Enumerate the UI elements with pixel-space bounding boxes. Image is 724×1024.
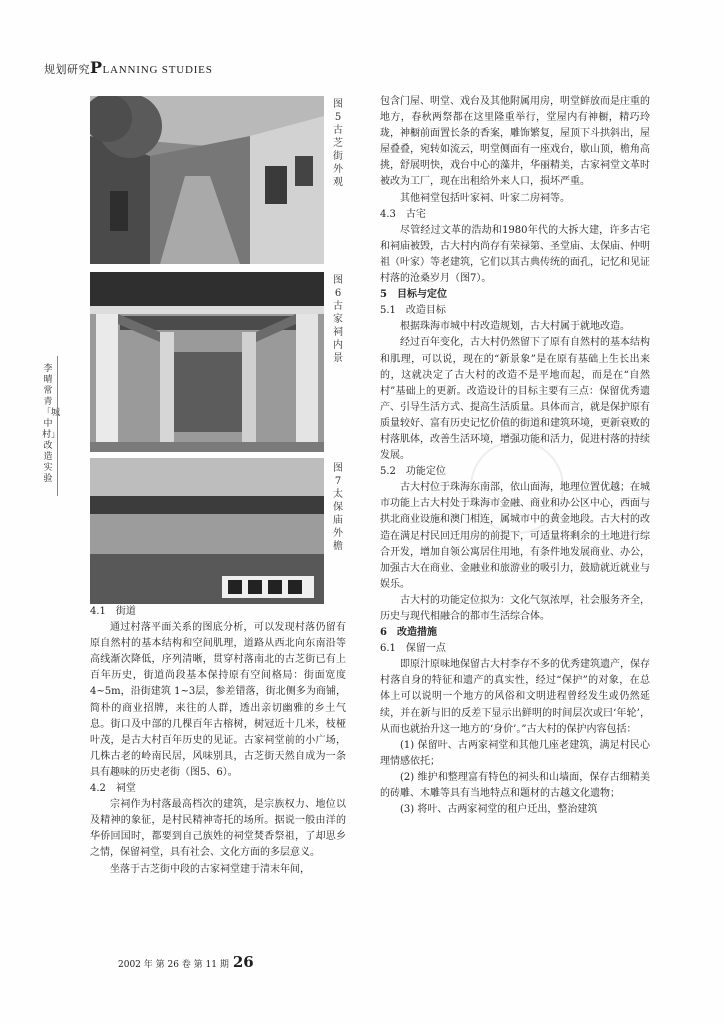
header-cn: 规划研究	[44, 63, 90, 76]
section-4-2-paragraph-2: 坐落于古芝街中段的古家祠堂建于清末年间，	[110, 863, 310, 875]
page-number: 26	[232, 953, 254, 971]
section-6-1-heading: 6.1 保留一点	[380, 643, 446, 655]
hall-continued-paragraph: 包含门屋、明堂、戏台及其他附属用房，明堂鲜放而是庄重的地方，春秋两祭都在这里隆重举行，堂屋内有神橱，精巧玲珑，神橱前面置长条的香案，雕饰繁复，屋顶下斗拱斜出，屋屋叠叠，宛转如流云，明堂侧面有一座戏台，歇山顶，檐角高挑，舒展明快，戏台中心的藻井，华丽精美，古家祠堂文革时被改为工厂，现在出租给外来人口，损坏严重。	[380, 96, 650, 188]
figure-6-caption: 图6 古家祠内景	[333, 275, 343, 364]
page-footer	[118, 953, 254, 971]
header-en: LANNING STUDIES	[102, 64, 213, 76]
side-divider	[57, 356, 58, 496]
section-4-3-paragraph: 尽管经过文革的浩劫和1980年代的大拆大建，许多古宅和祠庙被毁，古大村内尚存有荣禄第、圣堂庙、太保庙、仲明祖（叶家）等老建筑，它们以其古典传统的面孔，记忆和见证村落的沧桑岁月（图7）。	[380, 224, 650, 285]
figure-6-photo	[90, 272, 324, 452]
journal-header	[44, 58, 213, 77]
section-4-1-paragraph: 通过村落平面关系的图底分析，可以发现村落仍留有原自然村的基本结构和空间肌理，道路从西北向东南沿等高线渐次降低，序列清晰，贯穿村落南北的古芝街已有上百年历史，街道尚段基本保持原有空间格局：街面宽度 4~5m，沿街建筑 1~3层，参差错落，街北侧多为商铺，简朴的商业招牌，来往的人群，透出亲切幽雅的乡土气息。街口及中部的几棵百年古榕树，树冠近十几米，枝桠叶茂，是古大村百年历史的见证。古家祠堂前的小广场，几株古老的岭南民居，风味别具，古芝街天然自成为一条具有趣味的历史老街（图5、6）。	[90, 622, 346, 778]
section-4-1-heading: 4.1 街道	[90, 606, 136, 617]
side-author-tab: 李晴 常青 「城中村」改造实验	[42, 364, 61, 484]
section-4-3-heading: 4.3 古宅	[380, 208, 426, 220]
section-5-heading: 5 目标与定位	[380, 289, 447, 301]
section-5-2-heading: 5.2 功能定位	[380, 466, 446, 478]
header-big-letter: P	[90, 58, 103, 77]
section-6-1-paragraph: 即原汁原味地保留古大村李存不多的优秀建筑遗产，保存村落自身的特征和遗产的真实性，经过“保护”的对象，在总体上可以说明一个地方的风俗和文明进程曾经发生或仍然延续，并在新与旧的反差下显示出鲜明的时间层次或曰‘年轮’，从而也就抬升这一地方的‘身价’。”古大村的保护内容包括：	[380, 659, 650, 735]
figure-7-photo	[90, 458, 324, 604]
section-6-heading: 6 改造措施	[380, 627, 437, 639]
list-item: (1) 保留叶、古两家祠堂和其他几座老建筑，满足村民心理情感依托；	[380, 739, 650, 767]
left-text-column	[90, 604, 346, 878]
list-item: (2) 维护和整理富有特色的祠头和山墙面，保存古细精美的砖雕、木雕等具有当地特点和题材的古越文化遗物；	[380, 771, 650, 800]
figure-7-caption: 图7 太保庙外檐	[333, 463, 343, 552]
section-5-2-paragraph-2: 古大村的功能定位拟为：文化气氛浓厚，社会服务齐全，历史与现代相融合的都市生活综合体。	[380, 594, 650, 622]
section-5-1-heading: 5.1 改造目标	[380, 305, 446, 317]
figure-5-photo	[90, 96, 324, 264]
list-item: (3) 将叶、古两家祠堂的租户迁出，整治建筑	[400, 804, 598, 816]
section-5-2-paragraph-1: 古大村位于珠海东南部，依山面海，地理位置优越；在城市功能上古大村处于珠海市金融、商业和办公区中心，西面与拱北商业设施和澳门相连，属城市中的黄金地段。古大村的改造在满足村民回迁用房的前提下，可适量将剩余的土地进行综合开发，增加自领公寓居住用地，有条件地发展商业、办公，加强古大在商业、金融业和旅游业的吸引力，鼓励就近就业与娱乐。	[380, 482, 650, 590]
section-5-1-paragraph-1: 根据珠海市城中村改造规划，古大村属于就地改造。	[400, 321, 630, 333]
issue-info: 2002 年 第 26 卷 第 11 期	[118, 960, 229, 970]
other-halls-paragraph: 其他祠堂包括叶家祠、叶家二房祠等。	[400, 192, 570, 204]
section-4-2-paragraph: 宗祠作为村落最高档次的建筑，是宗族权力、地位以及精神的象征，是村民精神寄托的场所。据说一般由洋的华侨回国时，都要到自己族姓的祠堂焚香祭祖，了却思乡之情，保留祠堂，具有社会、文化方面的多层意义。	[90, 799, 346, 859]
section-5-1-paragraph-2: 经过百年变化，古大村仍然留下了原有自然村的基本结构和肌理，可以说，现在的“新景象”是在原有基础上生长出来的，这就决定了古大村的改造不是平地而起，而是在“自然村”基础上的更新。改造设计的目标主要有三点：保留优秀遗产、引导生活方式、提高生活质量。具体而言，就是保护原有质量较好、富有历史记忆价值的街道和建筑环境，更新衰败的村落肌体，改善生活环境，增强功能和活力，促进村落的持续发展。	[380, 337, 650, 462]
figure-5-caption: 图5 古芝街外观	[333, 99, 343, 188]
protection-list	[380, 738, 650, 818]
section-4-2-heading: 4.2 祠堂	[90, 783, 136, 795]
